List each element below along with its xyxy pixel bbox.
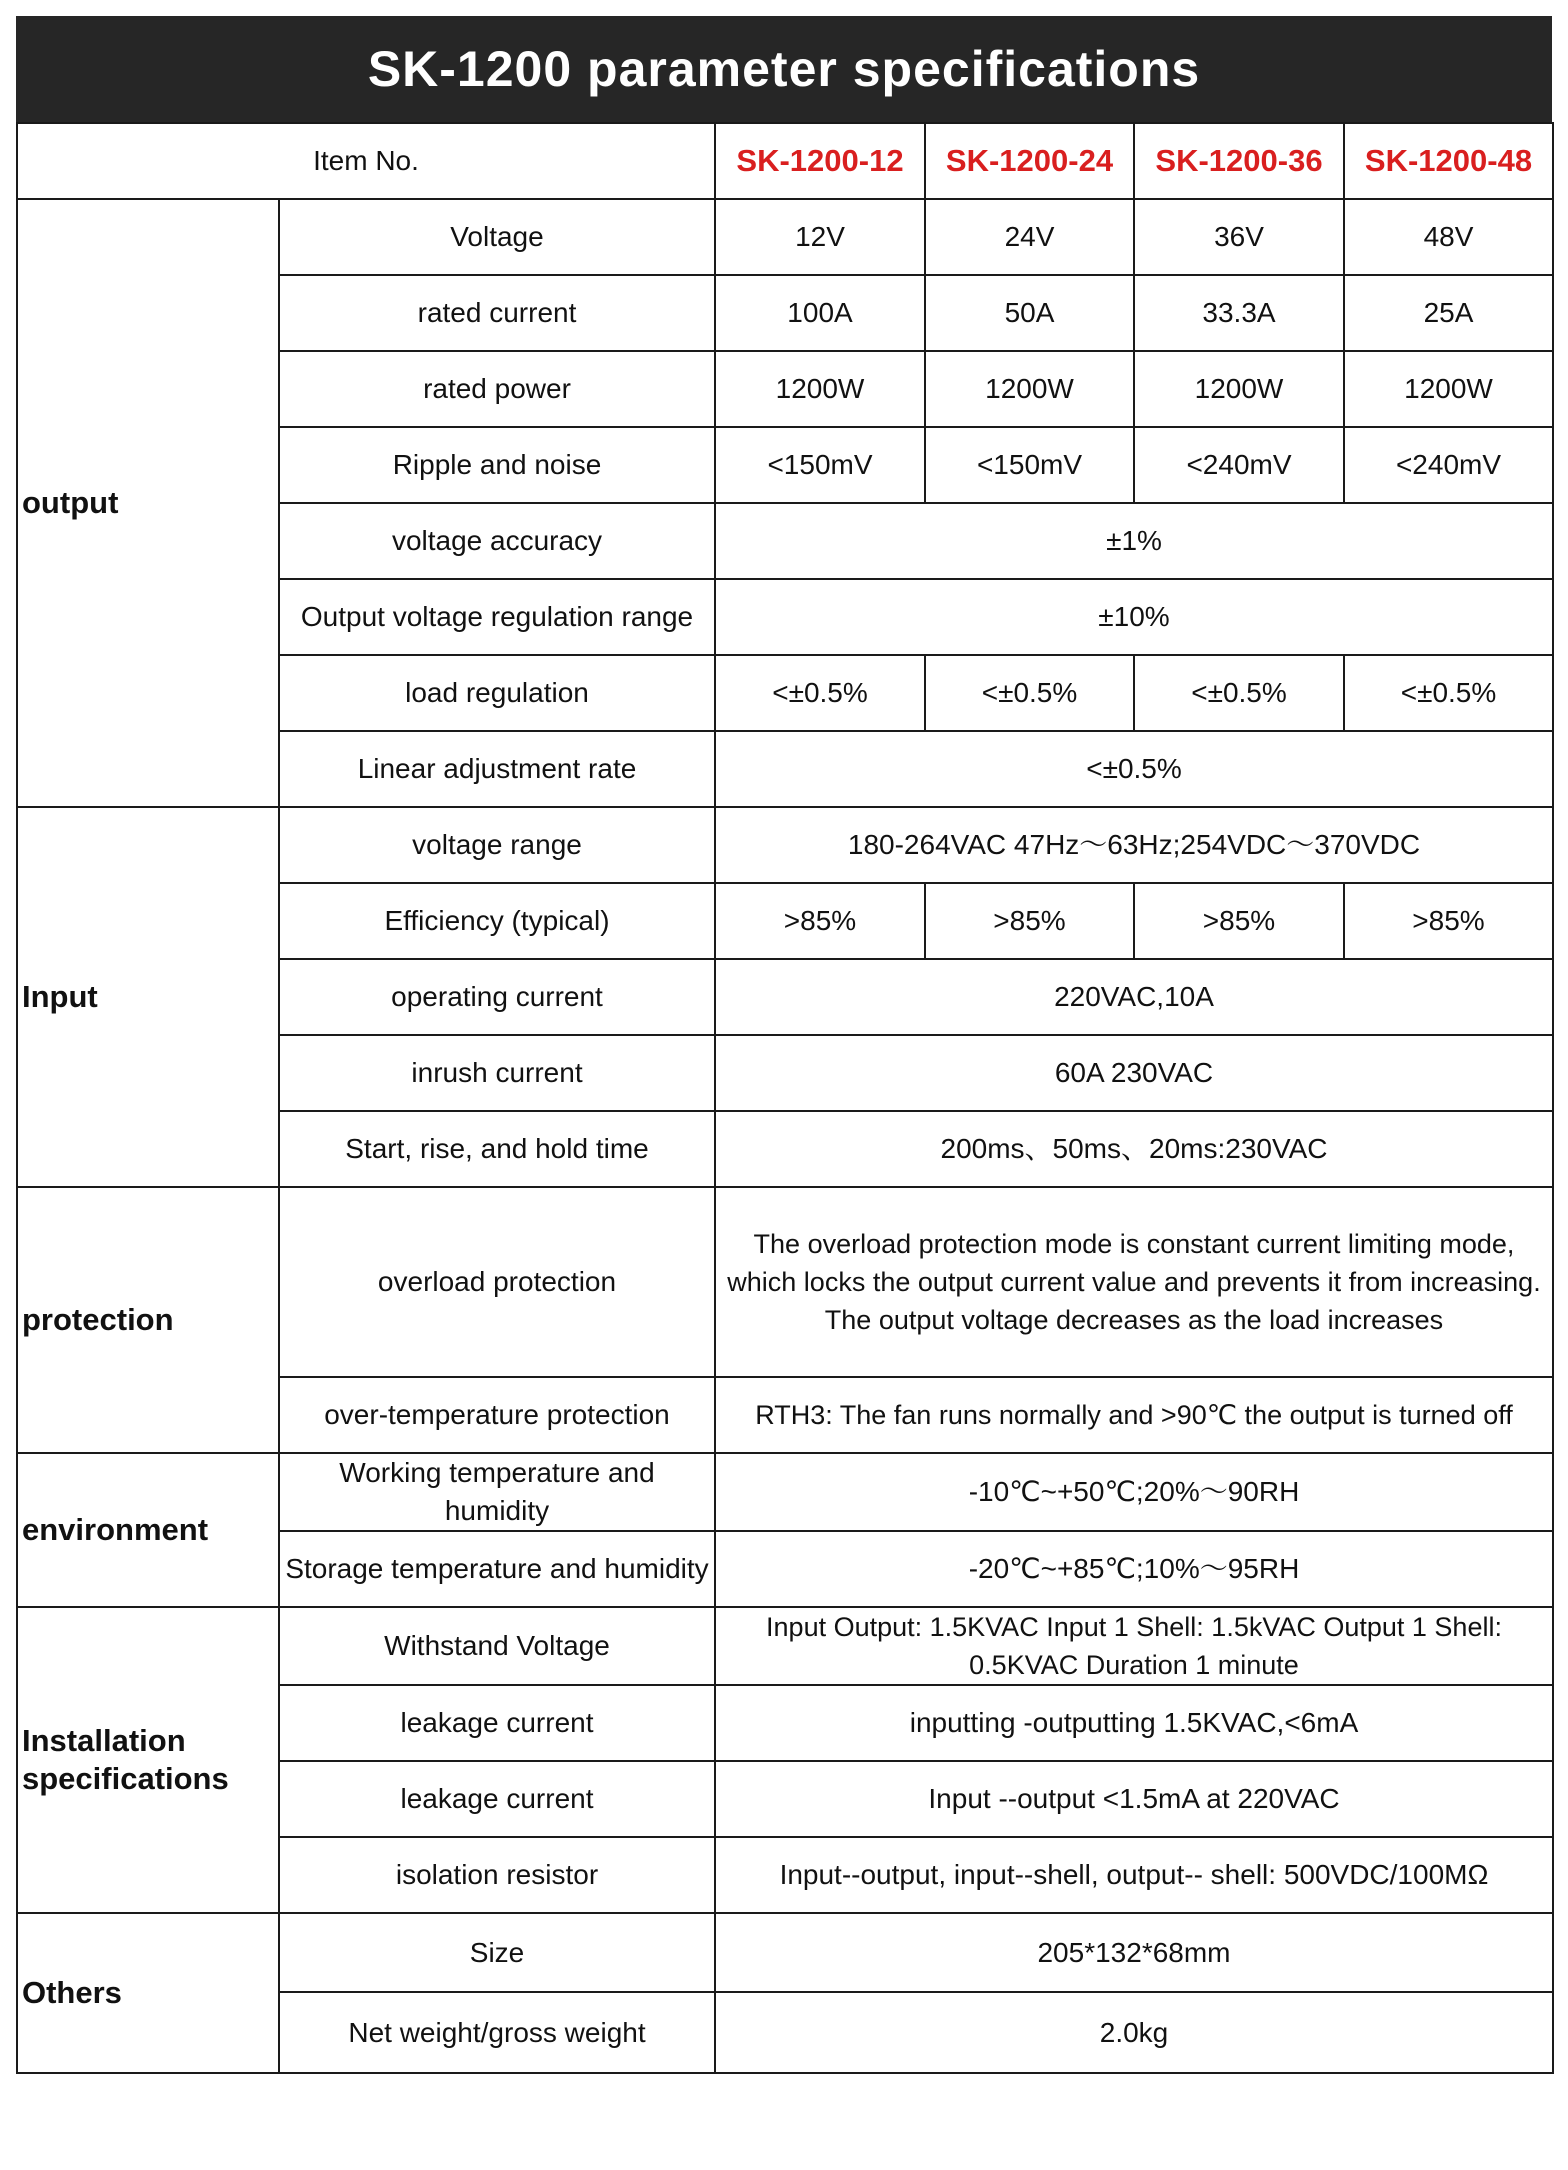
cell-value: 100A [715, 275, 925, 351]
cell-value: -10℃~+50℃;20%～90RH [715, 1453, 1553, 1531]
table-row [17, 807, 1553, 883]
cell-value: 12V [715, 199, 925, 275]
cell-value: 1200W [925, 351, 1134, 427]
group-label-others: Others [17, 1913, 279, 2073]
cell-value: 48V [1344, 199, 1553, 275]
row-label: overload protection [279, 1187, 715, 1377]
table-row [17, 1607, 1553, 1685]
row-label: Output voltage regulation range [279, 579, 715, 655]
cell-value: Input Output: 1.5KVAC Input 1 Shell: 1.5kVAC Output 1 Shell: 0.5KVAC Duration 1 minute [715, 1607, 1553, 1685]
cell-value: <150mV [715, 427, 925, 503]
model-header-1: SK-1200-12 [715, 123, 925, 199]
cell-value: >85% [1134, 883, 1344, 959]
row-label: rated power [279, 351, 715, 427]
row-label: Efficiency (typical) [279, 883, 715, 959]
cell-value: 50A [925, 275, 1134, 351]
header-row [17, 123, 1553, 199]
cell-value: inputting -outputting 1.5KVAC,<6mA [715, 1685, 1553, 1761]
cell-value: Input--output, input--shell, output-- shell: 500VDC/100MΩ [715, 1837, 1553, 1913]
cell-value: 60A 230VAC [715, 1035, 1553, 1111]
cell-value: <±0.5% [925, 655, 1134, 731]
model-header-3: SK-1200-36 [1134, 123, 1344, 199]
group-label-installation: Installation specifications [17, 1607, 279, 1913]
row-label: Net weight/gross weight [279, 1992, 715, 2073]
cell-value: 1200W [1344, 351, 1553, 427]
cell-value: RTH3: The fan runs normally and >90℃ the output is turned off [715, 1377, 1553, 1453]
cell-value: 205*132*68mm [715, 1913, 1553, 1992]
row-label: voltage range [279, 807, 715, 883]
row-label: Size [279, 1913, 715, 1992]
row-label: Storage temperature and humidity [279, 1531, 715, 1607]
cell-value: Input --output <1.5mA at 220VAC [715, 1761, 1553, 1837]
row-label: operating current [279, 959, 715, 1035]
page-title: SK-1200 parameter specifications [16, 16, 1552, 122]
cell-value: <240mV [1134, 427, 1344, 503]
cell-value: <±0.5% [715, 655, 925, 731]
table-row [17, 1913, 1553, 1992]
cell-value: 24V [925, 199, 1134, 275]
cell-value: >85% [925, 883, 1134, 959]
row-label: Start, rise, and hold time [279, 1111, 715, 1187]
group-label-input: Input [17, 807, 279, 1187]
row-label: Ripple and noise [279, 427, 715, 503]
cell-value: 33.3A [1134, 275, 1344, 351]
cell-value: 1200W [715, 351, 925, 427]
row-label: inrush current [279, 1035, 715, 1111]
cell-value: -20℃~+85℃;10%～95RH [715, 1531, 1553, 1607]
cell-value: 36V [1134, 199, 1344, 275]
cell-value: <240mV [1344, 427, 1553, 503]
row-label: Linear adjustment rate [279, 731, 715, 807]
group-label-environment: environment [17, 1453, 279, 1607]
table-row [17, 199, 1553, 275]
cell-value: 200ms、50ms、20ms:230VAC [715, 1111, 1553, 1187]
row-label: rated current [279, 275, 715, 351]
row-label: voltage accuracy [279, 503, 715, 579]
row-label: Voltage [279, 199, 715, 275]
cell-value: ±10% [715, 579, 1553, 655]
row-label: Working temperature and humidity [279, 1453, 715, 1531]
row-label: leakage current [279, 1685, 715, 1761]
cell-value: <150mV [925, 427, 1134, 503]
item-no-header: Item No. [17, 123, 715, 199]
cell-value: <±0.5% [1134, 655, 1344, 731]
cell-value: 25A [1344, 275, 1553, 351]
cell-value: 1200W [1134, 351, 1344, 427]
row-label: over-temperature protection [279, 1377, 715, 1453]
cell-value: The overload protection mode is constant current limiting mode, which locks the output current value and prevents it from increasing. The output voltage decreases as the load increases [715, 1187, 1553, 1377]
row-label: leakage current [279, 1761, 715, 1837]
cell-value: ±1% [715, 503, 1553, 579]
spec-sheet [16, 16, 1552, 2074]
cell-value: >85% [715, 883, 925, 959]
row-label: isolation resistor [279, 1837, 715, 1913]
group-label-output: output [17, 199, 279, 807]
group-label-protection: protection [17, 1187, 279, 1453]
table-row [17, 1453, 1553, 1531]
cell-value: <±0.5% [1344, 655, 1553, 731]
row-label: load regulation [279, 655, 715, 731]
cell-value: 220VAC,10A [715, 959, 1553, 1035]
cell-value: <±0.5% [715, 731, 1553, 807]
cell-value: 180-264VAC 47Hz～63Hz;254VDC～370VDC [715, 807, 1553, 883]
model-header-2: SK-1200-24 [925, 123, 1134, 199]
row-label: Withstand Voltage [279, 1607, 715, 1685]
model-header-4: SK-1200-48 [1344, 123, 1553, 199]
table-row [17, 1187, 1553, 1377]
spec-table [16, 122, 1554, 2074]
cell-value: >85% [1344, 883, 1553, 959]
cell-value: 2.0kg [715, 1992, 1553, 2073]
